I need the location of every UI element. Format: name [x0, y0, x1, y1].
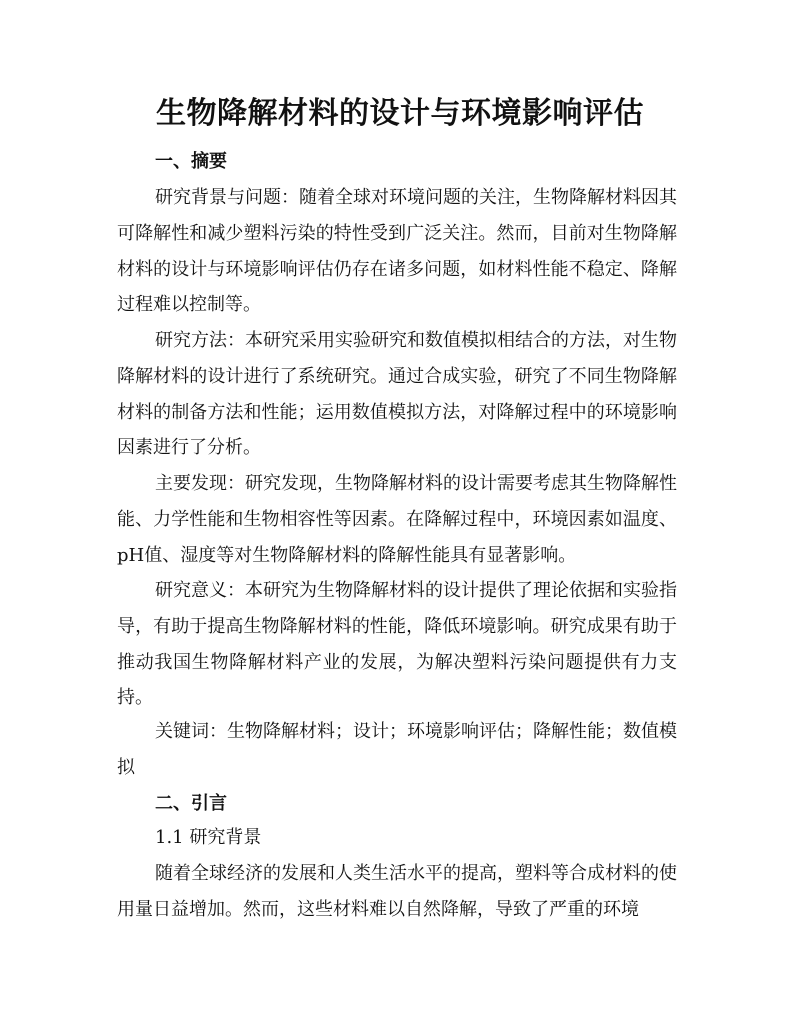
paragraph-findings: 主要发现：研究发现，生物降解材料的设计需要考虑其生物降解性能、力学性能和生物相容性等因素。在降解过程中，环境因素如温度、pH值、湿度等对生物降解材料的降解性能具有显著影响。	[117, 473, 677, 566]
paragraph-significance: 研究意义：本研究为生物降解材料的设计提供了理论依据和实验指导，有助于提高生物降解材料的性能，降低环境影响。研究成果有助于推动我国生物降解材料产业的发展，为解决塑料污染问题提供有力支持。	[117, 580, 677, 709]
intro-heading: 二、引言	[155, 793, 227, 814]
abstract-heading: 一、摘要	[155, 151, 227, 172]
paragraph-intro: 随着全球经济的发展和人类生活水平的提高，塑料等合成材料的使用量日益增加。然而，这些材料难以自然降解，导致了严重的环境	[117, 863, 677, 920]
paragraph-methods: 研究方法：本研究采用实验研究和数值模拟相结合的方法，对生物降解材料的设计进行了系统研究。通过合成实验，研究了不同生物降解材料的制备方法和性能；运用数值模拟方法，对降解过程中的环境影响因素进行了分析。	[117, 330, 677, 459]
paragraph-background: 研究背景与问题：随着全球对环境问题的关注，生物降解材料因其可降解性和减少塑料污染的特性受到广泛关注。然而，目前对生物降解材料的设计与环境影响评估仍存在诸多问题，如材料性能不稳定、降解过程难以控制等。	[117, 187, 677, 316]
document-title: 生物降解材料的设计与环境影响评估	[156, 96, 644, 131]
section-1-1-heading: 1.1 研究背景	[155, 827, 262, 848]
paragraph-keywords: 关键词：生物降解材料；设计；环境影响评估；降解性能；数值模拟	[117, 721, 677, 778]
